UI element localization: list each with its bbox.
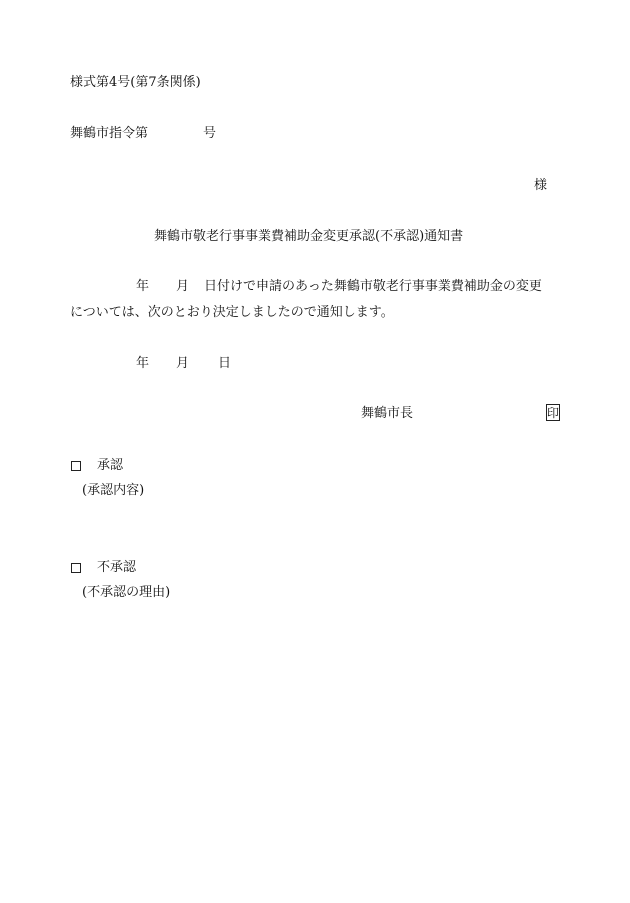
body-month: 月 (176, 279, 190, 294)
approve-label: 承認 (97, 458, 124, 473)
reference-prefix: 舞鶴市指令第 (70, 126, 149, 141)
reject-checkbox[interactable] (71, 563, 81, 573)
date-month: 月 (176, 356, 190, 371)
body-text-line2: については、次のとおり決定しましたので通知します。 (70, 305, 394, 320)
seal-mark: 印 (547, 406, 560, 420)
issuer-name: 舞鶴市長 (361, 406, 414, 421)
reject-label: 不承認 (97, 560, 137, 575)
reject-detail: (不承認の理由) (82, 585, 171, 600)
body-text-line1: 日付けで申請のあった舞鶴市敬老行事事業費補助金の変更 (204, 279, 542, 294)
addressee-honorific: 様 (534, 178, 548, 193)
approve-checkbox[interactable] (71, 461, 81, 471)
document-title: 舞鶴市敬老行事事業費補助金変更承認(不承認)通知書 (154, 229, 464, 244)
form-number: 様式第4号(第7条関係) (70, 75, 201, 90)
reference-suffix: 号 (203, 126, 217, 141)
approve-detail: (承認内容) (82, 483, 145, 498)
body-year: 年 (136, 279, 150, 294)
date-year: 年 (136, 356, 150, 371)
date-day: 日 (218, 356, 232, 371)
